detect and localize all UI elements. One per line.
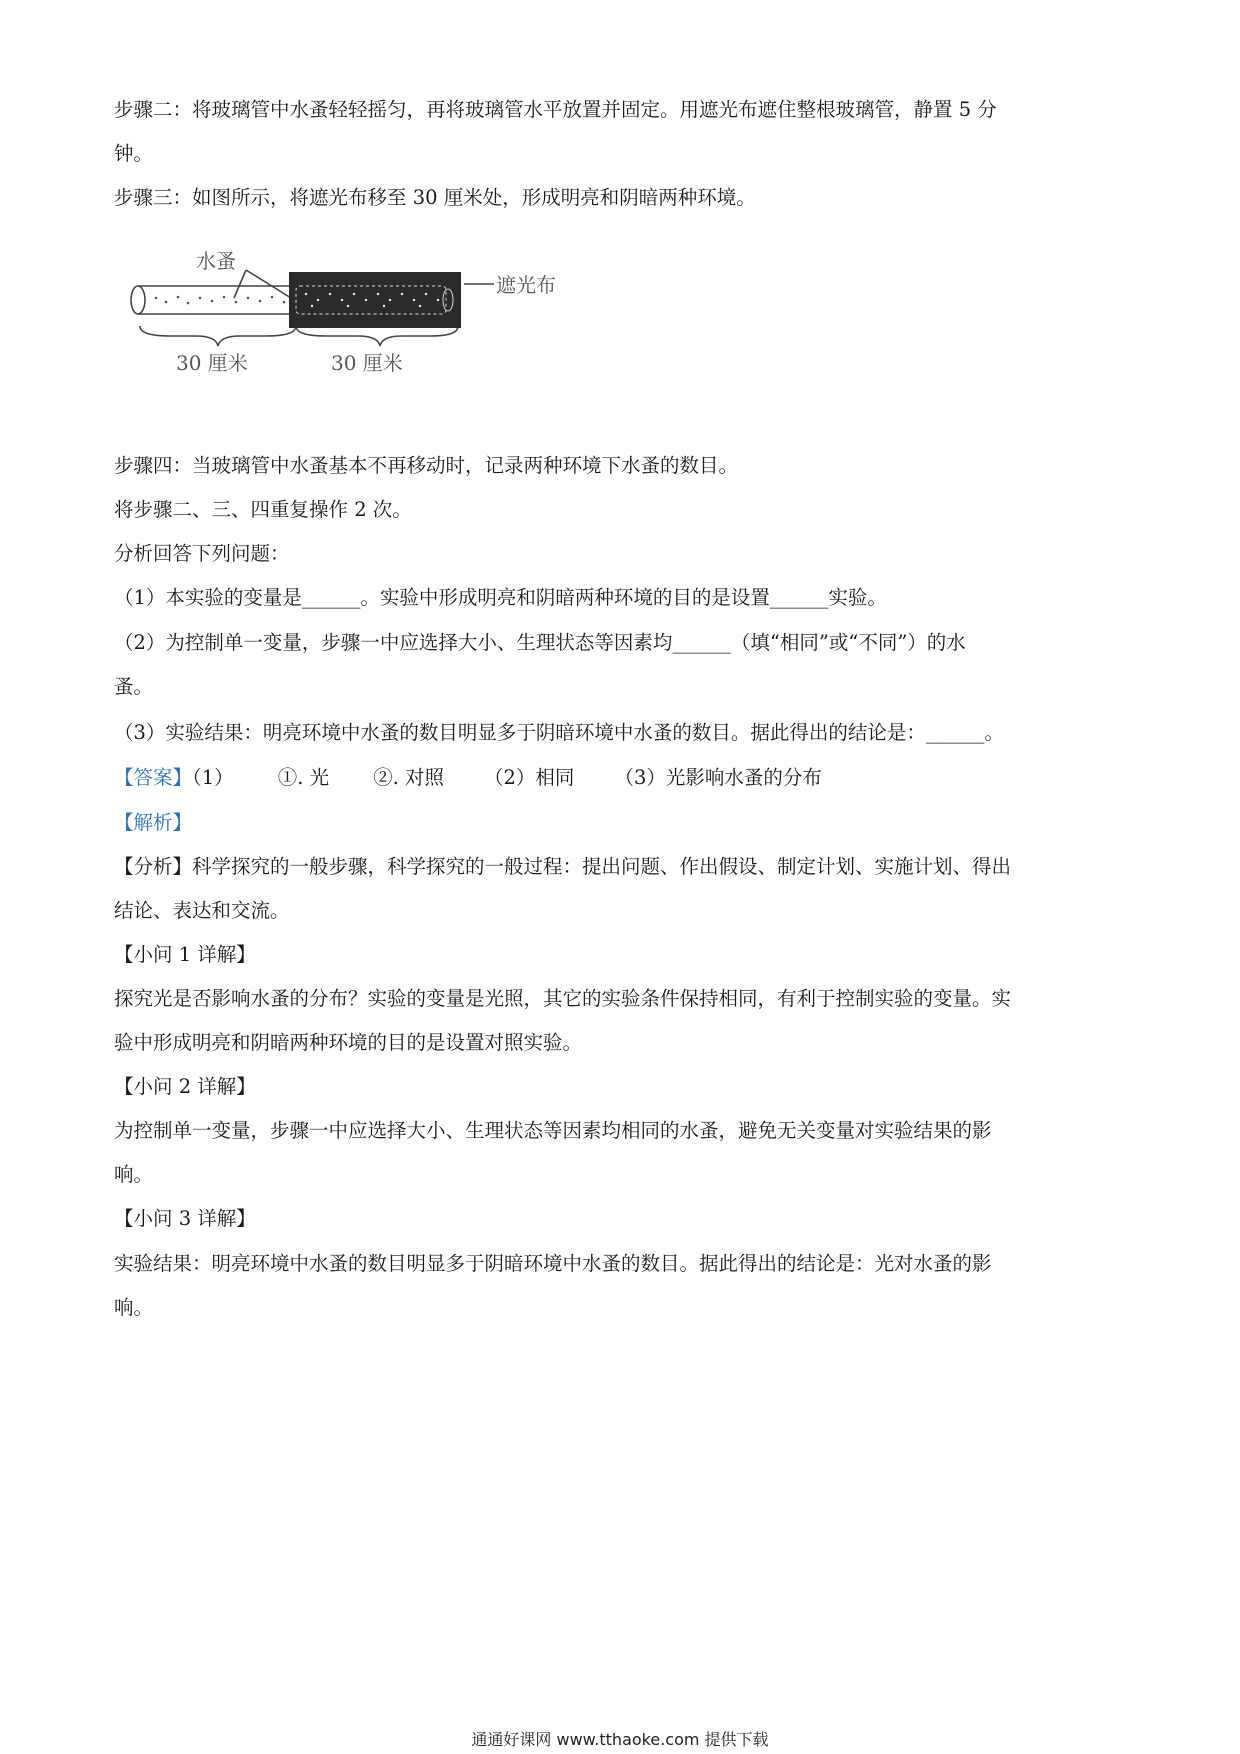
question-3: （3）实验结果：明亮环境中水蚤的数目明显多于阴暗环境中水蚤的数目。据此得出的结论是：______。 bbox=[114, 721, 1004, 744]
step3-line: 步骤三：如图所示，将遮光布移至 30 厘米处，形成明亮和阴暗两种环境。 bbox=[114, 186, 756, 209]
sub1-line-2: 验中形成明亮和阴暗两种环境的目的是设置对照实验。 bbox=[114, 1031, 583, 1054]
analyze-line: 分析回答下列问题： bbox=[114, 542, 290, 565]
answer-2: ②. 对照 bbox=[373, 766, 444, 789]
shading-cloth bbox=[289, 272, 461, 328]
answer-q3-label: （3） bbox=[614, 766, 666, 789]
analysis-overview-line-1: 【分析】科学探究的一般步骤，科学探究的一般过程：提出问题、作出假设、制定计划、实施计划、得出 bbox=[114, 855, 1012, 878]
answer-1: ①. 光 bbox=[277, 766, 330, 789]
right-brace bbox=[296, 326, 458, 346]
question-1: （1）本实验的变量是______。实验中形成明亮和阴暗两种环境的目的是设置______实验。 bbox=[114, 586, 887, 609]
experiment-figure bbox=[126, 248, 636, 433]
repeat-line: 将步骤二、三、四重复操作 2 次。 bbox=[114, 498, 412, 521]
flea-dots-light bbox=[155, 296, 286, 305]
question-2-line-2: 蚤。 bbox=[114, 675, 154, 698]
sub2-line-2: 响。 bbox=[114, 1163, 154, 1186]
label-cloth: 遮光布 bbox=[496, 273, 556, 297]
sub1-title: 【小问 1 详解】 bbox=[114, 943, 256, 966]
analysis-overview-line-2: 结论、表达和交流。 bbox=[114, 899, 290, 922]
label-right-length: 30 厘米 bbox=[331, 351, 403, 375]
label-flea: 水蚤 bbox=[196, 249, 236, 273]
answer-q1-label: （1） bbox=[192, 766, 234, 789]
sub3-line-1: 实验结果：明亮环境中水蚤的数目明显多于阴暗环境中水蚤的数目。据此得出的结论是：光对水蚤的影 bbox=[114, 1252, 992, 1275]
answer-line bbox=[114, 765, 1124, 791]
question-2-line-1: （2）为控制单一变量，步骤一中应选择大小、生理状态等因素均______（填“相同”或“不同”）的水 bbox=[114, 631, 966, 654]
page-footer: 通通好课网 www.tthaoke.com 提供下载 bbox=[471, 1730, 769, 1749]
step4-line: 步骤四：当玻璃管中水蚤基本不再移动时，记录两种环境下水蚤的数目。 bbox=[114, 454, 739, 477]
pointer-line-2 bbox=[246, 270, 291, 298]
step2-line-1: 步骤二：将玻璃管中水蚤轻轻摇匀，再将玻璃管水平放置并固定。用遮光布遮住整根玻璃管，静置 5 分 bbox=[114, 98, 997, 121]
answer-3: 相同 bbox=[535, 766, 575, 789]
sub3-line-2: 响。 bbox=[114, 1296, 154, 1319]
answer-q2-label: （2） bbox=[484, 766, 536, 789]
sub3-title: 【小问 3 详解】 bbox=[114, 1207, 256, 1230]
answer-4: 光影响水蚤的分布 bbox=[665, 766, 822, 789]
tube-left-opening bbox=[131, 286, 145, 314]
left-brace bbox=[140, 326, 296, 346]
sub1-line-1: 探究光是否影响水蚤的分布？实验的变量是光照，其它的实验条件保持相同，有利于控制实验的变量。实 bbox=[114, 987, 1012, 1010]
pointer-line-1 bbox=[234, 270, 246, 298]
answer-tag: 【答案】 bbox=[114, 766, 193, 789]
sub2-title: 【小问 2 详解】 bbox=[114, 1075, 256, 1098]
label-left-length: 30 厘米 bbox=[176, 351, 248, 375]
analysis-tag: 【解析】 bbox=[114, 811, 193, 834]
step2-line-2: 钟。 bbox=[114, 142, 154, 165]
sub2-line-1: 为控制单一变量，步骤一中应选择大小、生理状态等因素均相同的水蚤，避免无关变量对实验结果的影 bbox=[114, 1119, 992, 1142]
